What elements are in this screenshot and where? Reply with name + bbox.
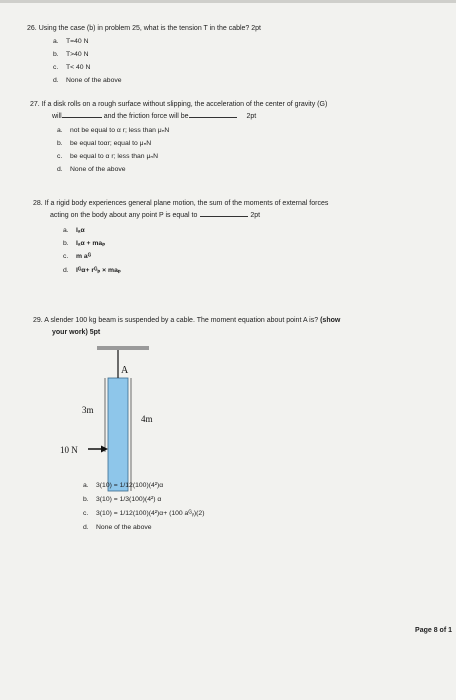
option-letter: b. [53, 51, 59, 58]
q29-option-a[interactable]: a. 3(10) = 1/12(100)(4²)α [83, 482, 164, 489]
point-a-label: A [121, 365, 129, 376]
option-text: None of the above [66, 77, 122, 84]
question-26-number: 26. [27, 25, 37, 32]
option-text: T< 40 N [66, 64, 91, 71]
q26-option-d[interactable] [53, 76, 122, 86]
q26-option-b[interactable] [53, 50, 88, 60]
force-arrowhead-icon [101, 446, 108, 453]
question-28-line2: acting on the body about any point P is equal to 2pt [50, 212, 261, 219]
q28-option-d[interactable]: d. Iᴳα+ rᴳₚ × maₚ [63, 267, 121, 274]
option-text: T=40 N [66, 38, 89, 45]
question-29-line1-bold: (show [320, 317, 341, 324]
q29-option-b[interactable]: b. 3(10) = 1/3(100)(4²) α [83, 496, 162, 503]
dimension-left-label: 3m [82, 405, 94, 415]
force-label: 10 N [60, 445, 78, 455]
page-number: Page 8 of 1 [415, 627, 452, 634]
beam [108, 378, 128, 491]
question-27-number: 27. [30, 101, 40, 108]
ceiling-support [97, 346, 149, 350]
question-29-line1: A slender 100 kg beam is suspended by a cable. The moment equation about point A is? [44, 317, 319, 324]
beam-figure [0, 340, 456, 500]
option-letter: a. [53, 38, 59, 45]
answer-blank[interactable] [62, 117, 102, 118]
dimension-right-label: 4m [141, 414, 153, 424]
q29-option-d[interactable]: d. None of the above [83, 524, 152, 531]
answer-blank[interactable] [200, 216, 248, 217]
option-letter: c. [53, 64, 59, 71]
question-27-line2: will and the friction force will be 2pt [52, 113, 257, 120]
page-top-edge [0, 0, 456, 3]
q27-option-d[interactable]: d. None of the above [57, 166, 126, 173]
q26-option-a[interactable] [53, 37, 88, 47]
q28-option-b[interactable]: b. Iₐα + maₚ [63, 240, 106, 247]
q27-option-c[interactable]: c. be equal to α r; less than μₙN [57, 153, 159, 160]
question-29-number: 29. [33, 317, 43, 324]
question-29 [33, 316, 453, 327]
answer-blank[interactable] [189, 117, 237, 118]
question-28-number: 28. [33, 200, 43, 207]
question-26 [27, 24, 447, 35]
option-text: T>40 N [66, 51, 89, 58]
q27-option-b[interactable]: b. be equal toαr; equal to μₙN [57, 140, 152, 147]
q28-option-a[interactable]: a. Iₐα [63, 227, 85, 234]
q27-option-a[interactable]: a. not be equal to α r; less than μₙN [57, 127, 170, 134]
question-28-line1: If a rigid body experiences general plane motion, the sum of the moments of external forces [44, 200, 329, 207]
question-26-text: Using the case (b) in problem 25, what is the tension T in the cable? 2pt [38, 25, 262, 32]
q26-option-c[interactable] [53, 63, 90, 73]
question-29-line2: your work) 5pt [52, 329, 101, 336]
question-28 [33, 199, 453, 210]
q28-option-c[interactable]: c. m aᴳ [63, 253, 92, 260]
question-27 [30, 100, 452, 111]
question-27-line1: If a disk rolls on a rough surface without slipping, the acceleration of the center of gravity (G) [41, 101, 328, 108]
option-letter: d. [53, 77, 59, 84]
q29-option-c[interactable]: c. 3(10) = 1/12(100)(4²)α+ (100 aᴳᵧ)(2) [83, 510, 205, 517]
